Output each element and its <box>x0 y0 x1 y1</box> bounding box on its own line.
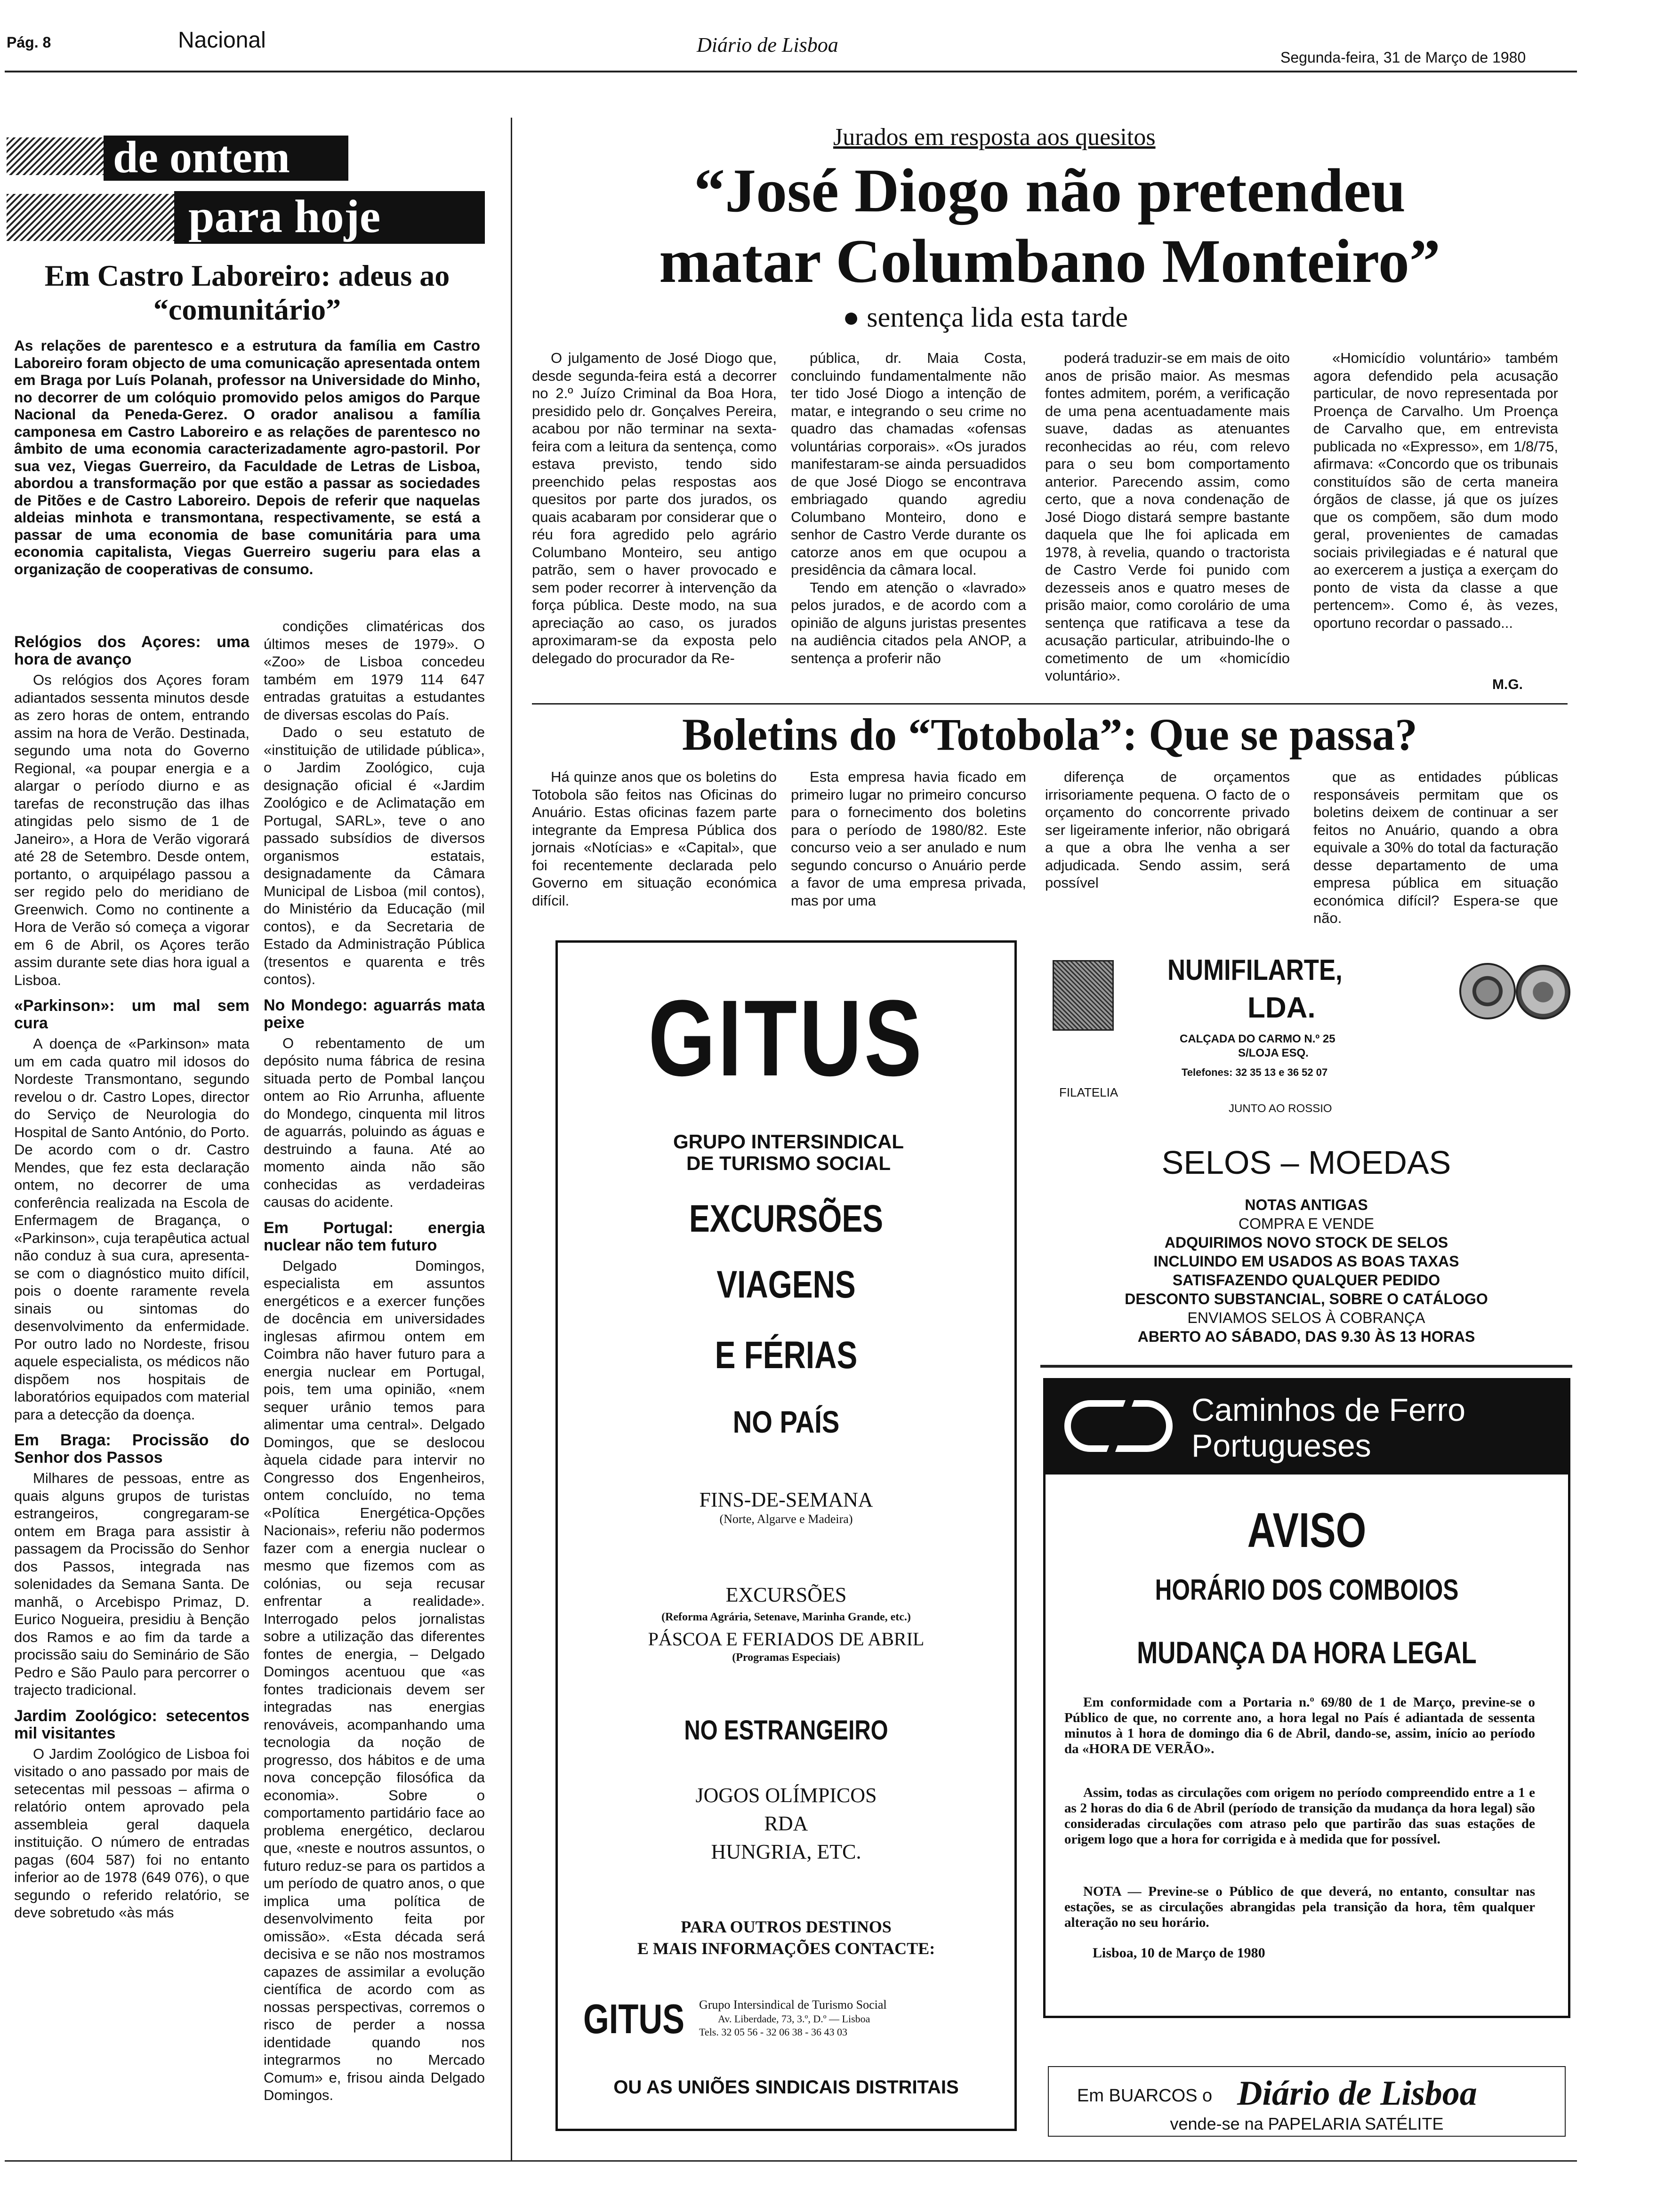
left-b-paragraph-5: Delgado Domingos, especialista em assuntos energéticos e a exercer funções de docência em universidades inglesas afirmou ontem em Coimbra não haver futuro para a energia nuclear em Portugal, pois, tem uma opinião, «nem sequer urânio temos para alimentar uma central». Delgado Domingos, que se deslocou àquela cidade para intervir no Congresso dos Engenheiros, ontem concluído, no tema «Política Energética-Opções Nacionais», referiu não podermos fazer com a energia nuclear o mesmo que fizemos com as colónias, ou seja recusar enfrentar a realidade». Interrogado pelos jornalistas sobre a utilização das diferentes fontes de energia, – Delgado Domingos acentuou que «as fontes tradicionais devem ser integradas nas energias renováveis, acompanhando uma tecnologia da noção de progresso, dos hábitos e de uma nova concepção filosófica da economia». Sobre o comportamento partidário face ao problema energético, declarou que, «neste e noutros assuntos, o futuro reduz-se para os partidos a um período de quatro anos, o que implica uma política de desenvolvimento feita por omissão». «Esta década será decisiva e se não nos mostramos capazes de assimilar a evolução científica de acordo com as nossas perspectivas, corremos o risco de perder a nossa identidade quando nos integrarmos no Mercado Comum» e, frisou ainda Delgado Domingos. <box>264 1257 485 2103</box>
gitus-logo: GITUS <box>648 978 925 1098</box>
banner-line1: de ontem <box>113 132 290 182</box>
cp-name1: Caminhos de Ferro <box>1191 1392 1466 1428</box>
numifilarte-ad <box>1040 946 1572 1370</box>
main-col2-paragraph-1: Tendo em atenção o «lavrado» pelos jurados, e de acordo com a opinião de alguns juristas presentes na audiência citados pela ANOP, a sentença a proferir não <box>791 579 1026 666</box>
coin-image-1 <box>1459 963 1516 1019</box>
numifilarte-name2: LDA. <box>1247 992 1316 1024</box>
buarcos-masthead: Diário de Lisboa <box>1237 2074 1477 2113</box>
gitus-no-pais: NO PAÍS <box>732 1404 840 1439</box>
gitus-estrangeiro: NO ESTRANGEIRO <box>684 1715 888 1746</box>
gitus-ad <box>555 940 1017 2131</box>
left-a-paragraph-7: O Jardim Zoológico de Lisboa foi visitado o ano passado por mais de setecentas mil pessoas – afirma o relatório ontem aprovado pela assembleia geral daquela instituição. O número de entradas pagas (604 587) foi no entanto inferior ao de 1978 (649 076), o que segundo o referido relatório, se deve sobretudo «às más <box>14 1745 249 1921</box>
gitus-ferias: E FÉRIAS <box>715 1334 858 1377</box>
main-col1-paragraph-0: O julgamento de José Diogo que, desde segunda-feira está a decorrer no 2.º Juízo Criminal da Boa Hora, presidido pelo dr. Gonçalves Pereira, acabou por não terminar na sexta-feira com a leitura da sentença, como estava previsto, tendo sido preenchido pelas respostas aos quesitos por parte dos jurados, os quais acabaram por considerar que o réu fora agredido pelo agrário Columbano Monteiro, seu antigo patrão, sem o haver provocado e sem poder recorrer à intervenção da força pública. Deste modo, na sua apreciação ao caso, os jurados aproximaram-se da exposta pelo delegado do procurador da Re- <box>532 350 777 666</box>
left-b-paragraph-3: O rebentamento de um depósito numa fábrica de resina situada perto de Pombal lançou ontem ao Rio Arrunha, afluente do Mondego, cinquenta mil litros de aguarrás, poluindo as águas e destruindo a fauna. Até ao momento ainda não são conhecidas as verdadeiras causas do acidente. <box>264 1034 485 1210</box>
gitus-addr2: Av. Liberdade, 73, 3.º, D.º — Lisboa <box>718 2013 870 2025</box>
totobola-col-2 <box>791 768 1026 909</box>
totobola-text-2: Esta empresa havia ficado em primeiro lugar no primeiro concurso para o fornecimento dos boletins para o período de 1980/82. Este concurso veio a ser anulado e num segundo concurso o Anuário perde a favor de uma empresa privada, mas por uma <box>791 769 1026 909</box>
coin-image-2 <box>1516 965 1570 1019</box>
left-column-b <box>264 617 485 2133</box>
main-col-2 <box>791 349 1026 693</box>
left-a-subhead-2: «Parkinson»: um mal sem cura <box>14 997 249 1032</box>
footer-rule <box>5 2160 1577 2162</box>
numifilarte-line-8: ABERTO AO SÁBADO, DAS 9.30 ÀS 13 HORAS <box>1137 1328 1475 1345</box>
gitus-fins: FINS-DE-SEMANA <box>699 1488 873 1511</box>
gitus-hungria: HUNGRIA, ETC. <box>711 1840 861 1863</box>
cp-p1: Em conformidade com a Portaria n.º 69/80 de 1 de Março, previne-se o Público de que, no corrente ano, a hora legal no País é adiantada de sessenta minutos à 1 hora de domingo dia 6 de Abril, dando-se, assim, início ao período da «HORA DE VERÃO». <box>1064 1695 1535 1756</box>
banner-line2: para hoje <box>188 190 381 242</box>
numifilarte-line-2: COMPRA E VENDE <box>1238 1215 1375 1232</box>
numifilarte-addr2: S/LOJA ESQ. <box>1238 1047 1309 1059</box>
left-article-lead: As relações de parentesco e a estrutura da família em Castro Laboreiro foram objecto de uma comunicação apresentada ontem em Braga por Luís Polanah, professor na Universidade do Minho, no decorrer de um colóquio promovido pelos amigos do Parque Nacional da Peneda-Gerez. O orador analisou a família camponesa em Castro Laboreiro e as relações de parentesco no âmbito de uma economia caracterizadamente agro-pastoril. Por sua vez, Viegas Guerreiro, da Faculdade de Letras de Lisboa, abordou a transformação por que estão a passar as sociedades de Pitões e de Castro Laboreiro. Depois de referir que naquelas aldeias minhota e transmontana, respectivamente, se está a passar de uma economia de base comunitária para uma economia capitalista, Viegas Guerreiro sugeriu para elas a organização de cooperativas de consumo. <box>14 337 480 577</box>
left-b-paragraph-0: condições climatéricas dos últimos meses de 1979». O «Zoo» de Lisboa concedeu também em 1979 114 647 entradas gratuitas a estudantes de diversas escolas do País. <box>264 618 485 723</box>
totobola-col-1 <box>532 768 777 909</box>
deck: ● sentença lida esta tarde <box>843 302 1128 333</box>
totobola-headline: Boletins do “Totobola”: Que se passa? <box>682 709 1418 760</box>
left-a-paragraph-1: Os relógios dos Açores foram adiantados sessenta minutos desde as zero horas de ontem, entrando assim na hora de Verão. Destinada, segundo uma nota do Governo Regional, «a poupar energia e a alargar o período diurno e as tarefas de reconstrução das ilhas atingidas pelo sismo de 1 de Janeiro», a Hora de Verão vigorará até 28 de Setembro. Desde ontem, portanto, o arquipélago passou a ser regido pelo do meridiano de Greenwich. Como no continente a Hora de Verão só começa a vigorar em 6 de Abril, os Açores terão assim durante sete dias hora igual a Lisboa. <box>14 672 249 988</box>
gitus-viagens: VIAGENS <box>716 1263 856 1306</box>
gitus-group: GRUPO INTERSINDICAL DE TURISMO SOCIAL <box>673 1130 904 1174</box>
cp-name2: Portugueses <box>1191 1428 1371 1464</box>
left-b-paragraph-1: Dado o seu estatuto de «instituição de utilidade pública», o Jardim Zoológico, cuja designação oficial é «Jardim Zoológico e de Aclimatação em Portugal, SARL», teve o ano passado subsídios de diversos organismos estatais, designadamente da Câmara Municipal de Lisboa (mil contos), do Ministério da Educação (mil contos), e da Secretaria de Estado da Administração Pública (tresentos e quarenta e três contos). <box>264 724 485 987</box>
section-name: Nacional <box>178 28 266 53</box>
kicker: Jurados em resposta aos quesitos <box>833 124 1156 151</box>
left-a-paragraph-5: Milhares de pessoas, entre as quais alguns grupos de turistas estrangeiros, congregaram-se ontem em Braga para assistir à passagem da Procissão do Senhor dos Passos, integrada nas solenidades da Semana Santa. De manhã, o Arcebispo Primaz, D. Eurico Nogueira, presidiu à Benção dos Ramos e ao fim da tarde a procissão saiu do Seminário de São Pedro e São Paulo para percorrer o trajecto tradicional. <box>14 1470 249 1698</box>
main-col-1 <box>532 349 777 693</box>
numifilarte-line-5: SATISFAZENDO QUALQUER PEDIDO <box>1172 1272 1440 1289</box>
numifilarte-line-7: ENVIAMOS SELOS À COBRANÇA <box>1187 1309 1425 1326</box>
signature: M.G. <box>1492 677 1523 692</box>
buarcos-line2: vende-se na PAPELARIA SATÉLITE <box>1170 2114 1444 2133</box>
ad-divider <box>1040 1365 1572 1368</box>
buarcos-pre: Em BUARCOS o <box>1077 2086 1213 2106</box>
left-b-subhead-4: Em Portugal: energia nuclear não tem futuro <box>264 1218 485 1254</box>
numifilarte-title: SELOS – MOEDAS <box>1161 1144 1451 1181</box>
gitus-exc: EXCURSÕES <box>725 1583 847 1606</box>
main-col4-paragraph-0: «Homicídio voluntário» também agora defendido pela acusação particular, de novo representada por Proença de Carvalho. Um Proença de Carvalho que, em entrevista publicada no «Expresso», em 1/8/75, afirmava: «Concordo que os tribunais constituídos são de certa maneira órgãos de classe, já que os juízes que os compõem, são dum modo geral, provenientes de camadas sociais privilegiadas e é natural que ao exercerem a justiça a exerçam do ponto de vista da classe a que pertencem». Como é, às vezes, oportuno recordar o passado... <box>1313 350 1558 631</box>
gitus-pascoa-sub: (Programas Especiais) <box>732 1651 840 1664</box>
main-col3-paragraph-0: poderá traduzir-se em mais de oito anos de prisão maior. As mesmas fontes admitem, porém, a verificação de uma pena acentuadamente mais suave, dadas as atenuantes reconhecidas ao réu, com relevo para o seu bom comportamento anterior. Parecendo assim, como certo, que a nova condenação de José Diogo distará sempre bastante daquela que lhe foi aplicada em 1978, à revelia, quando o tractorista de Castro Verde foi punido com dezesseis anos e quatro meses de prisão maior, como corolário de uma sentença que ratificava a tese da acusação particular, atribuindo-lhe o cometimento de um «homicídio voluntário». <box>1045 350 1290 684</box>
gitus-pascoa: PÁSCOA E FERIADOS DE ABRIL <box>648 1628 925 1650</box>
numifilarte-addr1: CALÇADA DO CARMO N.º 25 <box>1180 1033 1335 1045</box>
gitus-excursoes: EXCURSÕES <box>689 1197 883 1240</box>
main-story-bottom-rule <box>532 703 1568 705</box>
numifilarte-rossio: JUNTO AO ROSSIO <box>1229 1102 1332 1115</box>
left-a-subhead-0: Relógios dos Açores: uma hora de avanço <box>14 633 249 668</box>
left-column-a <box>14 625 249 2136</box>
gitus-outros1: PARA OUTROS DESTINOS <box>681 1917 892 1936</box>
numifilarte-name1: NUMIFILARTE, <box>1167 954 1343 986</box>
stamp-image <box>1053 960 1114 1031</box>
page-number: Pág. 8 <box>7 34 51 51</box>
totobola-col-3 <box>1045 768 1290 892</box>
left-a-subhead-6: Jardim Zoológico: setecentos mil visitantes <box>14 1707 249 1742</box>
gitus-footer-logo: GITUS <box>583 1996 685 2042</box>
totobola-text-1: Há quinze anos que os boletins do Totobola são feitos nas Oficinas do Anuário. Estas oficinas fazem parte integrante da Empresa Pública dos jornais «Notícias» e «Capital», que foi recentemente declarada pelo Governo em situação económica difícil. <box>532 769 777 909</box>
left-column-divider <box>511 118 512 2160</box>
left-article-title: Em Castro Laboreiro: adeus ao “comunitário” <box>44 259 450 326</box>
cp-ad <box>1043 1378 1570 2018</box>
cp-p2: Assim, todas as circulações com origem no período compreendido entre a 1 e as 2 horas do dia 6 de Abril (período de transição da mudança da hora legal) são consideradas circulações com atraso pelo que partirão das suas estações de origem logo que a hora for corrigida e à medida que for possível. <box>1064 1785 1535 1847</box>
banner-hatch-bottom <box>7 194 195 241</box>
totobola-col-4 <box>1313 768 1558 927</box>
cp-aviso: AVISO <box>1247 1503 1367 1558</box>
gitus-exc-sub: (Reforma Agrária, Setenave, Marinha Grande, etc.) <box>661 1611 911 1623</box>
numifilarte-line-4: INCLUINDO EM USADOS AS BOAS TAXAS <box>1153 1253 1459 1270</box>
gitus-addr1: Grupo Intersindical de Turismo Social <box>699 1998 887 2012</box>
cp-h2: MUDANÇA DA HORA LEGAL <box>1137 1635 1477 1670</box>
gitus-fins-sub: (Norte, Algarve e Madeira) <box>719 1512 853 1526</box>
gitus-addr3: Tels. 32 05 56 - 32 06 38 - 36 43 03 <box>699 2026 847 2038</box>
main-col2-paragraph-0: pública, dr. Maia Costa, concluindo fundamentalmente não ter tido José Diogo a intenção de matar, e integrando o seu crime no quadro das chamadas «ofensas voluntárias corporais». «Os jurados manifestaram-se ainda persuadidos de que José Diogo se encontrava embriagado quando agrediu Columbano Monteiro, dono e senhor de Castro Verde durante os catorze anos em que ocupou a presidência da câmara local. <box>791 350 1026 578</box>
cp-h1: HORÁRIO DOS COMBOIOS <box>1155 1574 1459 1606</box>
cp-logo-icon <box>1064 1400 1173 1452</box>
gitus-outros2: E MAIS INFORMAÇÕES CONTACTE: <box>637 1939 935 1958</box>
left-b-subhead-2: No Mondego: aguarrás mata peixe <box>264 996 485 1032</box>
cp-p3: NOTA — Previne-se o Público de que deverá, no entanto, consultar nas estações, se as circulações abrangidas pela transição da hora, têm qualquer alteração no seu horário. <box>1064 1884 1535 1930</box>
totobola-text-4: que as entidades públicas responsáveis permitam que os boletins deixem de continuar a ser feitos no Anuário, quando a obra equivale a 30% do total da facturação desse departamento de uma empresa pública em situação económica difícil? Espera-se que não. <box>1313 769 1558 926</box>
gitus-unioes: OU AS UNIÕES SINDICAIS DISTRITAIS <box>613 2077 959 2098</box>
left-a-subhead-4: Em Braga: Procissão do Senhor dos Passos <box>14 1431 249 1467</box>
header-rule <box>5 71 1577 72</box>
main-col-4 <box>1313 349 1558 669</box>
cp-date: Lisboa, 10 de Março de 1980 <box>1093 1945 1265 1961</box>
issue-date: Segunda-feira, 31 de Março de 1980 <box>1280 49 1526 66</box>
buarcos-ad <box>1048 2066 1566 2137</box>
gitus-rda: RDA <box>764 1812 808 1835</box>
headline-line1: “José Diogo não pretendeu <box>694 156 1406 225</box>
numifilarte-line-1: NOTAS ANTIGAS <box>1245 1196 1368 1213</box>
numifilarte-filatelia: FILATELIA <box>1059 1085 1118 1099</box>
left-a-paragraph-3: A doença de «Parkinson» mata um em cada quatro mil idosos do Nordeste Transmontano, segundo revelou o dr. Castro Lopes, director do Serviço de Neurologia do Hospital de Santo António, do Porto. De acordo com o dr. Castro Mendes, que fez esta declaração ontem, no decorrer de uma conferência realizada na Escola de Enfermagem de Bragança, o «Parkinson», cuja terapêutica actual não conduz à sua cura, apresenta-se com o diagnóstico muito difícil, pois o doente raramente revela sinais ou sintomas do desenvolvimento da enfermidade. Por outro lado no Nordeste, frisou aquele especialista, os médicos não dispõem nos hospitais de laboratórios equipados com material para a detecção da doença. <box>14 1035 249 1423</box>
headline-line2: matar Columbano Monteiro” <box>659 226 1440 296</box>
numifilarte-tel: Telefones: 32 35 13 e 36 52 07 <box>1182 1066 1328 1078</box>
numifilarte-line-3: ADQUIRIMOS NOVO STOCK DE SELOS <box>1164 1234 1448 1251</box>
numifilarte-line-6: DESCONTO SUBSTANCIAL, SOBRE O CATÁLOGO <box>1125 1290 1488 1307</box>
gitus-jogos: JOGOS OLÍMPICOS <box>695 1784 877 1807</box>
masthead: Diário de Lisboa <box>697 33 838 56</box>
totobola-text-3: diferença de orçamentos irrisoriamente pequena. O facto de o orçamento do concorrente privado ser ligeiramente inferior, não obrigará a que a obra lhe venha a ser adjudicada. Sendo assim, será possível <box>1045 769 1290 891</box>
main-col-3 <box>1045 349 1290 693</box>
